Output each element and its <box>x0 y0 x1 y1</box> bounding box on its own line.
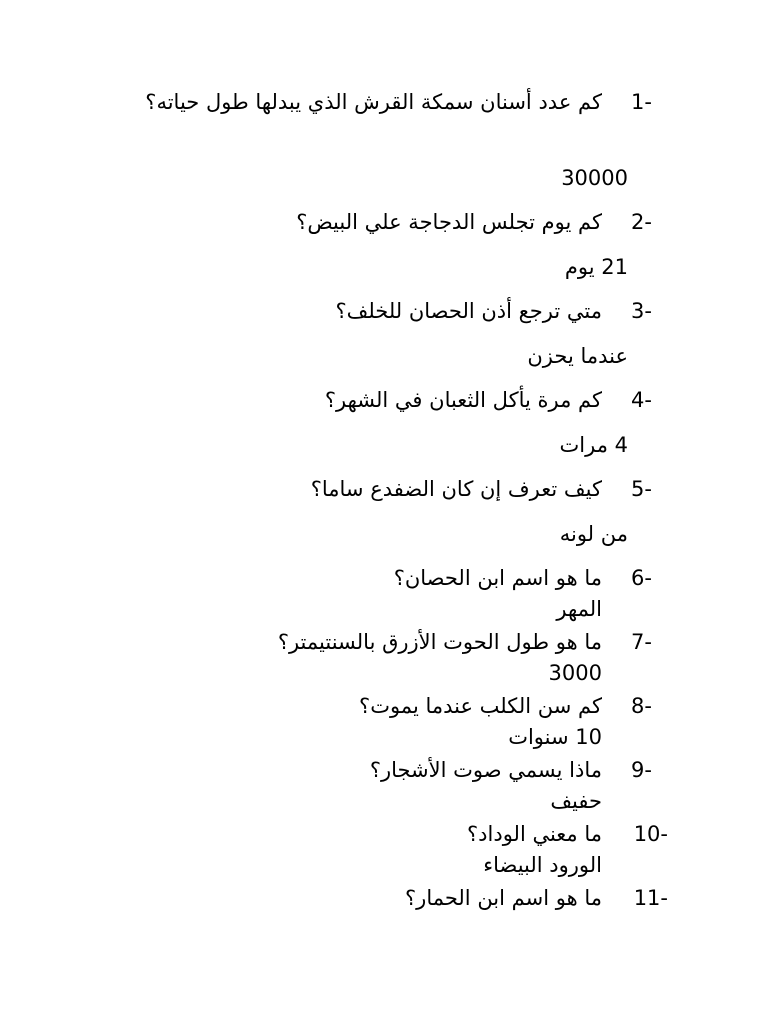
question-number: 2- <box>631 210 652 234</box>
question-number: 10- <box>633 822 668 846</box>
question-text: كم مرة يأكل الثعبان في الشهر؟ <box>324 388 602 412</box>
answer-text-2: 21 يوم <box>564 255 628 279</box>
answer-text: 10 سنوات <box>508 725 602 749</box>
question-number: 7- <box>631 630 652 654</box>
question-item-7 <box>278 627 652 689</box>
question-text: كيف تعرف إن كان الضفدع ساما؟ <box>310 477 602 501</box>
answer-text: حفيف <box>550 789 602 813</box>
question-number: 4- <box>631 388 652 412</box>
question-text: ما معني الوداد؟ <box>467 822 602 846</box>
question-text: متي ترجع أذن الحصان للخلف؟ <box>335 299 602 323</box>
question-text: ما هو اسم ابن الحصان؟ <box>393 566 602 590</box>
question-number: 11- <box>633 886 668 910</box>
question-text: ما هو اسم ابن الحمار؟ <box>405 886 602 910</box>
question-item-5 <box>311 474 652 504</box>
answer-text-3: عندما يحزن <box>527 344 628 368</box>
question-text: كم عدد أسنان سمكة القرش الذي يبدلها طول حياته؟ <box>145 90 602 114</box>
question-text: كم يوم تجلس الدجاجة علي البيض؟ <box>296 210 602 234</box>
question-item-6 <box>394 563 652 625</box>
question-item-11 <box>405 883 668 913</box>
answer-text-4: 4 مرات <box>559 433 628 457</box>
question-text: ما هو طول الحوت الأزرق بالسنتيمتر؟ <box>277 630 602 654</box>
answer-text-1: 30000 <box>561 166 628 190</box>
question-number: 9- <box>631 758 652 782</box>
question-text: كم سن الكلب عندما يموت؟ <box>359 694 602 718</box>
question-item-3 <box>335 296 652 326</box>
question-item-4 <box>325 385 652 415</box>
question-item-2 <box>296 207 652 237</box>
answer-text-5: من لونه <box>559 522 628 546</box>
question-number: 8- <box>631 694 652 718</box>
question-number: 5- <box>631 477 652 501</box>
question-text: ماذا يسمي صوت الأشجار؟ <box>369 758 602 782</box>
answer-text: 3000 <box>548 661 602 685</box>
question-item-1 <box>112 87 652 117</box>
question-item-9 <box>370 755 652 817</box>
answer-text: الورود البيضاء <box>483 853 602 877</box>
question-number: 1- <box>631 90 652 114</box>
answer-text: المهر <box>556 597 602 621</box>
question-item-8 <box>359 691 652 753</box>
question-number: 3- <box>631 299 652 323</box>
question-number: 6- <box>631 566 652 590</box>
question-item-10 <box>467 819 668 881</box>
